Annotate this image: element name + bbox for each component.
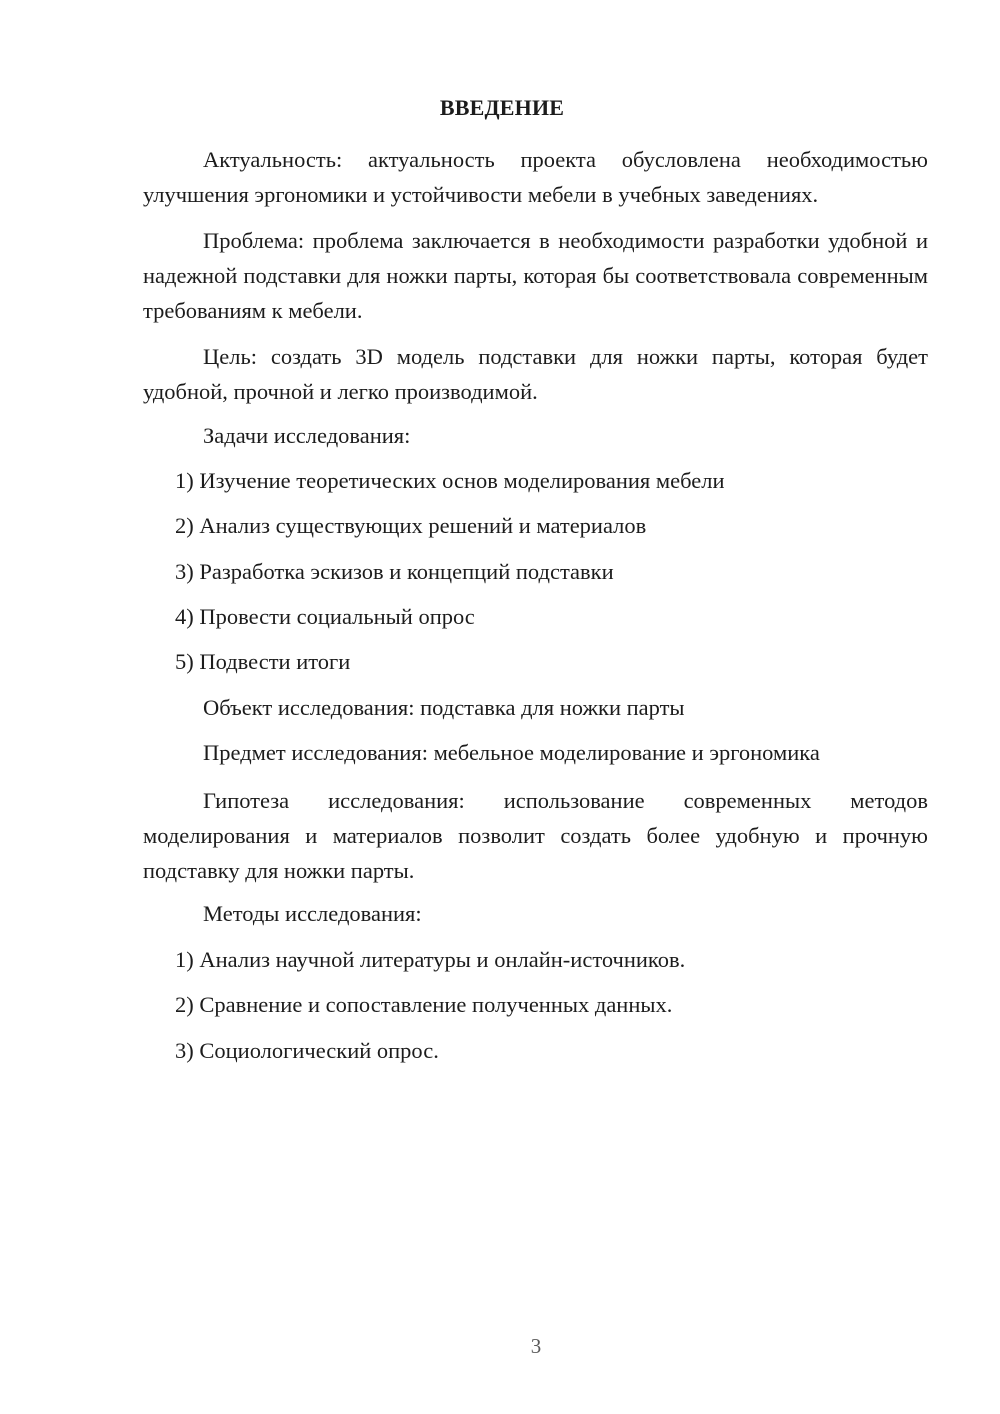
task-item: 2) Анализ существующих решений и материалов bbox=[175, 513, 647, 538]
hypothesis-paragraph: Гипотеза исследования: использование современных методов моделирования и материалов позволит создать более удобную и прочную подставку для ножки парты. bbox=[143, 788, 928, 883]
task-item: 4) Провести социальный опрос bbox=[175, 604, 475, 629]
method-item: 3) Социологический опрос. bbox=[175, 1038, 439, 1063]
method-item: 1) Анализ научной литературы и онлайн-источников. bbox=[175, 947, 686, 972]
goal-paragraph: Цель: создать 3D модель подставки для ножки парты, которая будет удобной, прочной и легко производимой. bbox=[143, 344, 928, 404]
page-number: 3 bbox=[530, 1334, 542, 1358]
section-title: ВВЕДЕНИЕ bbox=[439, 95, 565, 120]
methods-heading: Методы исследования: bbox=[203, 901, 422, 926]
subject-line: Предмет исследования: мебельное моделирование и эргономика bbox=[203, 740, 820, 765]
method-item: 2) Сравнение и сопоставление полученных данных. bbox=[175, 992, 673, 1017]
task-item: 3) Разработка эскизов и концепций подставки bbox=[175, 559, 614, 584]
task-item: 1) Изучение теоретических основ моделирования мебели bbox=[175, 468, 725, 493]
tasks-heading: Задачи исследования: bbox=[203, 423, 411, 448]
relevance-paragraph: Актуальность: актуальность проекта обусловлена необходимостью улучшения эргономики и устойчивости мебели в учебных заведениях. bbox=[143, 147, 928, 207]
object-line: Объект исследования: подставка для ножки парты bbox=[203, 695, 685, 720]
problem-paragraph: Проблема: проблема заключается в необходимости разработки удобной и надежной подставки для ножки парты, которая бы соответствовала современным требованиям к мебели. bbox=[143, 228, 928, 323]
task-item: 5) Подвести итоги bbox=[175, 649, 351, 674]
